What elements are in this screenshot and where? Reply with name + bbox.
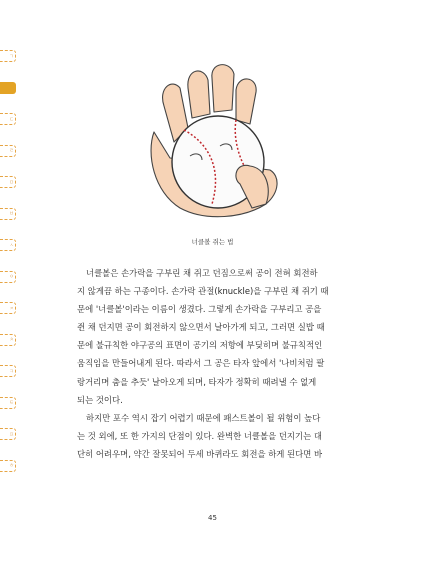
body-line: 문에 불규칙한 야구공의 표면이 공기의 저항에 부딪히며 불규칙적인: [77, 340, 323, 351]
body-line: 너클볼은 손가락을 구부린 채 쥐고 던짐으로써 공이 전혀 회전하: [86, 268, 318, 278]
index-tab-label: ㄹ: [9, 148, 14, 154]
index-tab-label: ㅊ: [9, 337, 14, 343]
body-line: 단히 어려우며, 약간 잘못되어 두세 바퀴라도 회전을 하게 된다면 바: [77, 448, 323, 459]
index-tab[interactable]: [0, 271, 16, 283]
index-tab[interactable]: [0, 334, 16, 346]
index-tab[interactable]: [0, 365, 16, 377]
index-tab-label: ㄱ: [9, 53, 14, 60]
index-tab-label: ㅍ: [9, 431, 14, 438]
index-tab-label: ㅁ: [9, 179, 14, 186]
index-tab-label: ㅌ: [9, 400, 14, 406]
index-tab[interactable]: [0, 302, 16, 314]
index-tab[interactable]: [0, 113, 16, 125]
body-line: 되는 것이다.: [77, 394, 123, 405]
body-line: 하지만 포수 역시 잡기 어렵기 때문에 패스트볼이 될 위험이 높다: [86, 412, 321, 423]
index-tab[interactable]: [0, 428, 16, 440]
index-tab-label: ㅇ: [9, 274, 14, 280]
body-text: [77, 264, 355, 463]
body-line: 문에 '너클볼'이라는 이름이 생겼다. 그렇게 손가락을 구부리고 공을: [77, 304, 322, 315]
index-tab[interactable]: [0, 82, 16, 94]
hand-holding-baseball: [140, 58, 290, 228]
body-line: 움직임을 만들어내게 된다. 따라서 그 공은 타자 앞에서 '나비처럼 팔: [77, 358, 325, 369]
index-tab-label: ㅈ: [9, 305, 14, 312]
index-tab[interactable]: [0, 145, 16, 157]
index-tab[interactable]: [0, 397, 16, 409]
knuckleball-grip-illustration: [140, 58, 290, 228]
body-line: 지 않게끔 하는 구종이다. 손가락 관절(knuckle)을 구부린 채 쥐기 때: [77, 286, 329, 297]
body-line: 쥔 채 던지면 공이 회전하지 않으면서 날아가게 되고, 그러면 실밥 때: [77, 322, 325, 333]
index-tab[interactable]: [0, 460, 16, 472]
index-tab-label: ㅂ: [9, 211, 14, 217]
body-line: 랑거리며 춤을 추듯' 날아오게 되며, 타자가 정확히 때려낼 수 없게: [77, 376, 317, 387]
index-tab-label: ㄴ: [10, 85, 15, 91]
page-number: 45: [208, 514, 217, 522]
index-tab-label: ㅎ: [9, 463, 14, 469]
index-tab-label: ㅅ: [9, 242, 14, 249]
index-tab[interactable]: [0, 176, 16, 188]
index-tab[interactable]: [0, 208, 16, 220]
body-line: 는 것 외에, 또 한 가지의 단점이 있다. 완벽한 너클볼을 던지기는 대: [77, 430, 322, 441]
index-tab-label: ㄷ: [9, 116, 14, 123]
index-tab-label: ㅋ: [9, 368, 14, 375]
figure-caption: 너클볼 쥐는 법: [191, 238, 234, 246]
index-tab[interactable]: [0, 50, 16, 62]
